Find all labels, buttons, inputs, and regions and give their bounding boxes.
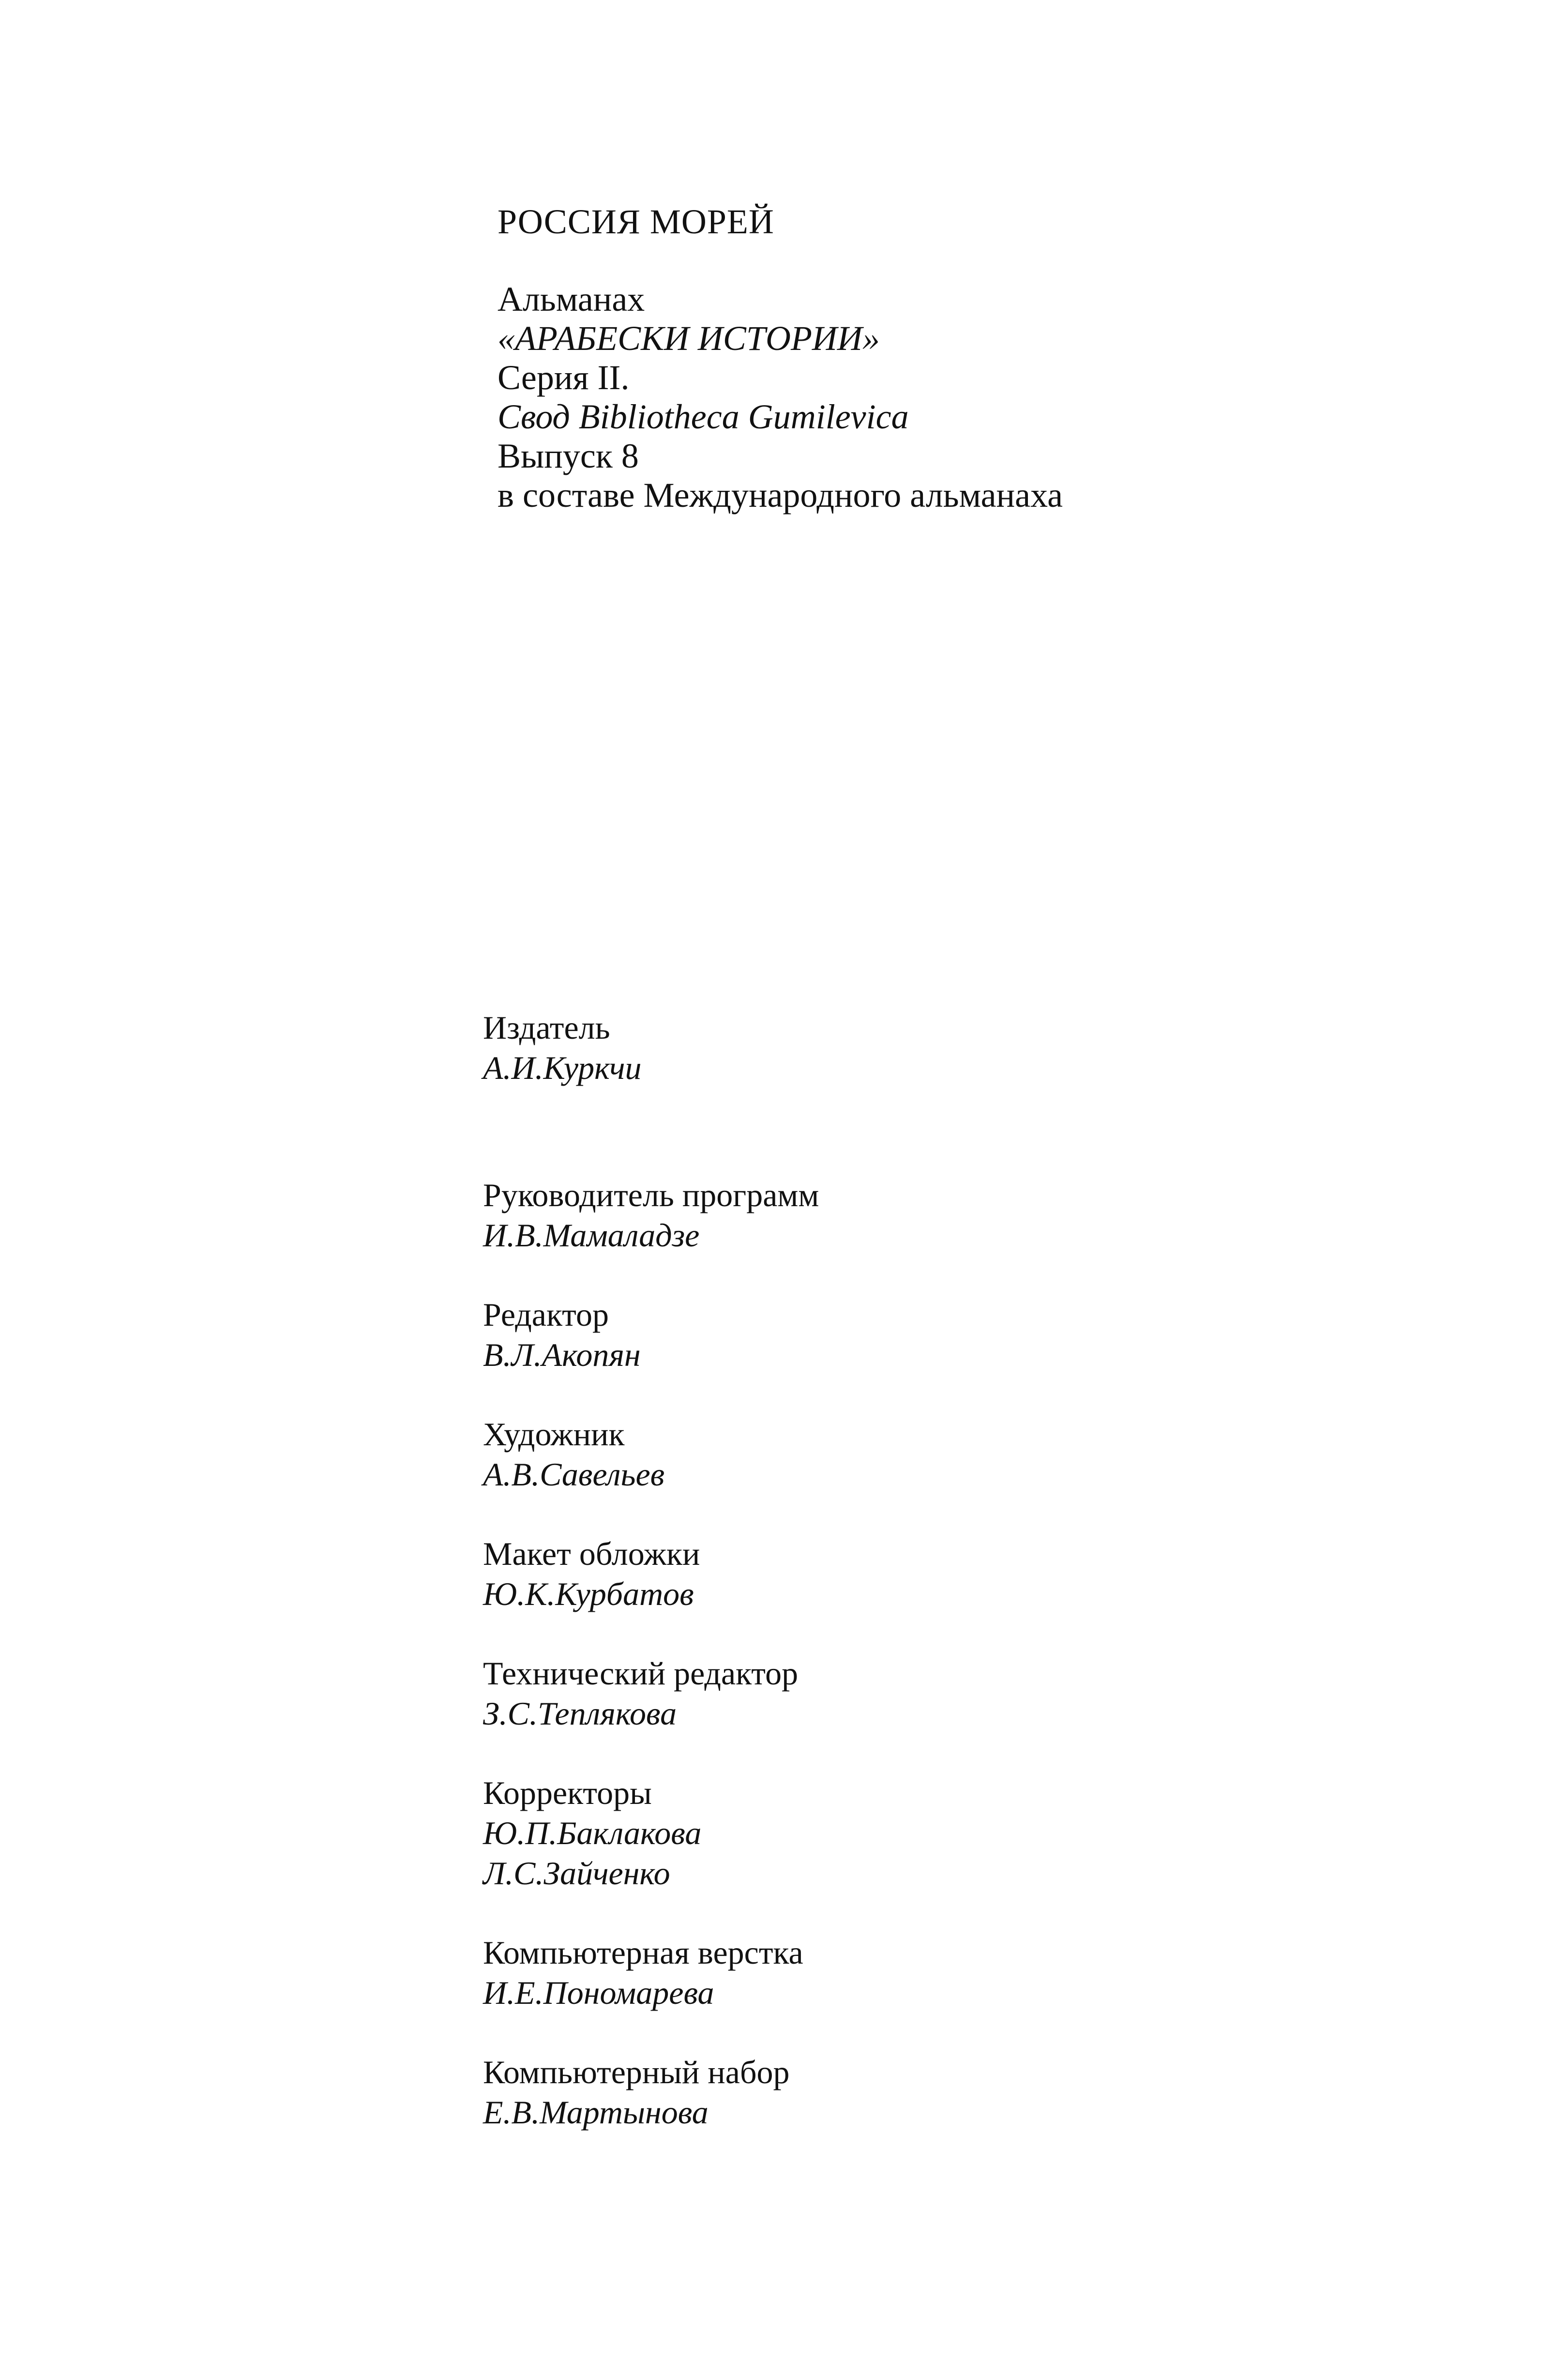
credit-role: Издатель (483, 1009, 610, 1046)
credit-name: В.Л.Акопян (483, 1336, 641, 1373)
credit-typesetting (483, 2052, 1499, 2133)
credit-proofreaders (483, 1773, 1499, 1893)
issue-number: Выпуск 8 (498, 437, 639, 475)
credit-name: А.И.Куркчи (483, 1049, 642, 1086)
credit-role: Технический редактор (483, 1655, 799, 1692)
publication-info (498, 198, 1514, 515)
credit-role: Компьютерный набор (483, 2054, 790, 2090)
credit-publisher (483, 1008, 1499, 1088)
credits-list (483, 1008, 1499, 2133)
credit-name: Л.С.Зайченко (483, 1855, 670, 1892)
collection-name: Свод Bibliotheca Gumilevica (498, 397, 909, 436)
credit-name: И.Е.Пономарева (483, 1974, 714, 2011)
credit-role: Компьютерная верстка (483, 1934, 803, 1971)
almanac-membership: в составе Международного альманаха (498, 476, 1063, 515)
credit-role: Руководитель программ (483, 1177, 819, 1213)
credit-technical-editor (483, 1653, 1499, 1734)
credit-name: Ю.К.Курбатов (483, 1575, 694, 1612)
book-title: РОССИЯ МОРЕЙ (498, 202, 774, 241)
credit-name: Ю.П.Баклакова (483, 1815, 702, 1851)
almanac-name: «АРАБЕСКИ ИСТОРИИ» (498, 319, 880, 358)
credit-name: И.В.Мамаладзе (483, 1217, 700, 1254)
credit-editor (483, 1295, 1499, 1375)
credit-role: Художник (483, 1416, 625, 1453)
credit-name: З.С.Теплякова (483, 1695, 677, 1732)
credit-role: Редактор (483, 1296, 609, 1333)
credit-name: А.В.Савельев (483, 1456, 665, 1493)
credit-role: Макет обложки (483, 1535, 700, 1572)
credit-program-director (483, 1175, 1499, 1256)
credit-layout (483, 1933, 1499, 2013)
almanac-label: Альманах (498, 280, 645, 318)
credit-artist (483, 1414, 1499, 1495)
credit-name: Е.В.Мартынова (483, 2094, 709, 2131)
credit-role: Корректоры (483, 1774, 652, 1811)
series-number: Серия II. (498, 358, 630, 397)
credit-cover-layout (483, 1534, 1499, 1614)
